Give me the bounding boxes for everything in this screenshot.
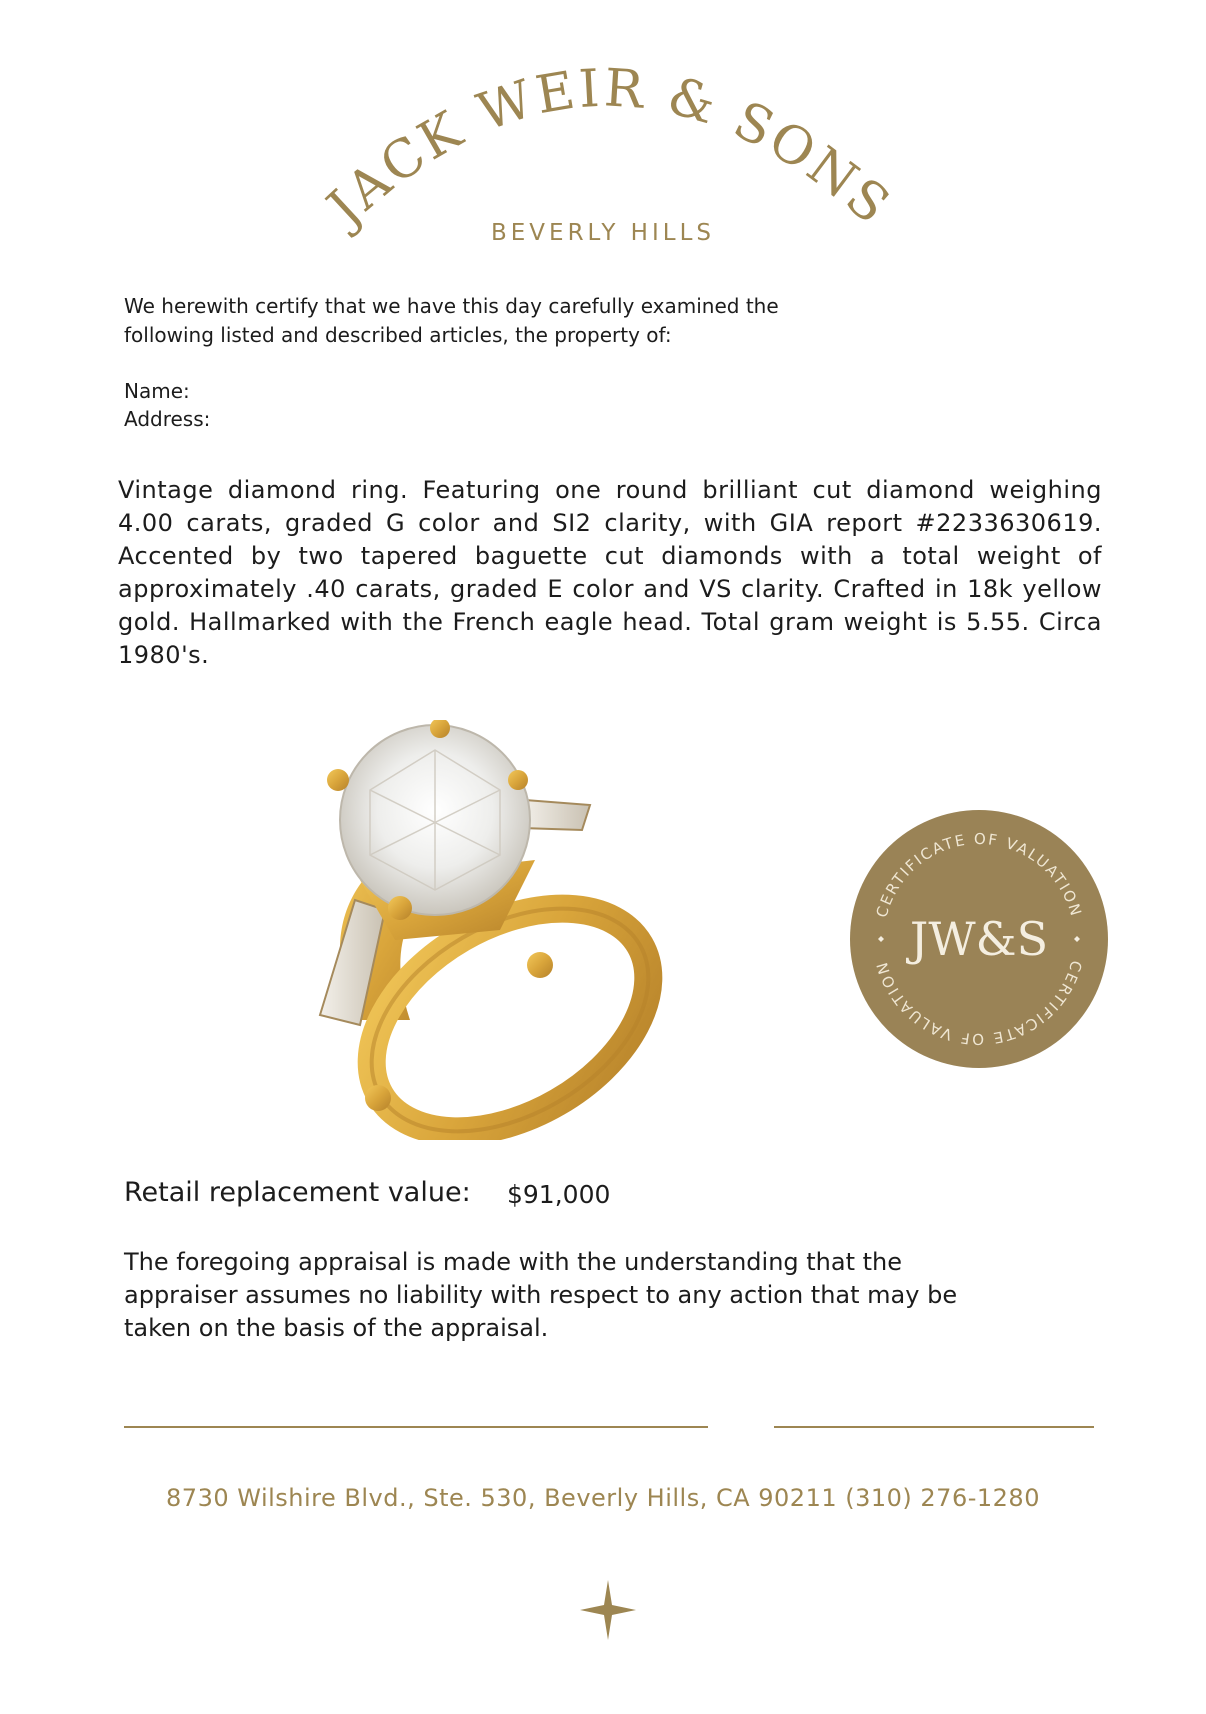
seal-ring-text-bottom: CERTIFICATE OF VALUATION <box>872 958 1086 1049</box>
signature-line <box>124 1426 708 1428</box>
brand-location: BEVERLY HILLS <box>491 220 715 246</box>
appraisal-disclaimer <box>124 1246 1064 1345</box>
disclaimer-line-3: taken on the basis of the appraisal. <box>124 1314 549 1342</box>
footer-address: 8730 Wilshire Blvd., Ste. 530, Beverly Hills, CA 90211 (310) 276-1280 <box>166 1484 1040 1512</box>
address-label: Address: <box>124 407 211 431</box>
disclaimer-line-2: appraiser assumes no liability with respect to any action that may be <box>124 1281 958 1309</box>
four-point-star-icon <box>580 1580 636 1640</box>
certification-intro <box>124 292 884 350</box>
retail-value-amount: $91,000 <box>507 1180 611 1209</box>
certificate-seal <box>850 810 1108 1068</box>
name-label: Name: <box>124 379 190 403</box>
brand-name: JACK WEIR & SONS <box>316 58 903 238</box>
disclaimer-line-1: The foregoing appraisal is made with the understanding that the <box>124 1248 903 1276</box>
seal-monogram: JW&S <box>909 912 1049 966</box>
intro-line-2: following listed and described articles, the property of: <box>124 323 672 347</box>
item-description: Vintage diamond ring. Featuring one round brilliant cut diamond weighing 4.00 carats, graded G color and SI2 clarity, with GIA report #2233630619. Accented by two tapered baguette cut diamonds with a total weight of approximately .40 carats, graded E color and VS clarity. Crafted in 18k yellow gold. Hallmarked with the French eagle head. Total gram weight is 5.55. Circa 1980's. <box>118 476 1102 669</box>
retail-value-label: Retail replacement value: <box>124 1177 471 1208</box>
ring-image <box>300 720 700 1140</box>
seal-ring-text-top: CERTIFICATE OF VALUATION <box>872 829 1086 920</box>
intro-line-1: We herewith certify that we have this day carefully examined the <box>124 294 779 318</box>
date-line <box>774 1426 1094 1428</box>
